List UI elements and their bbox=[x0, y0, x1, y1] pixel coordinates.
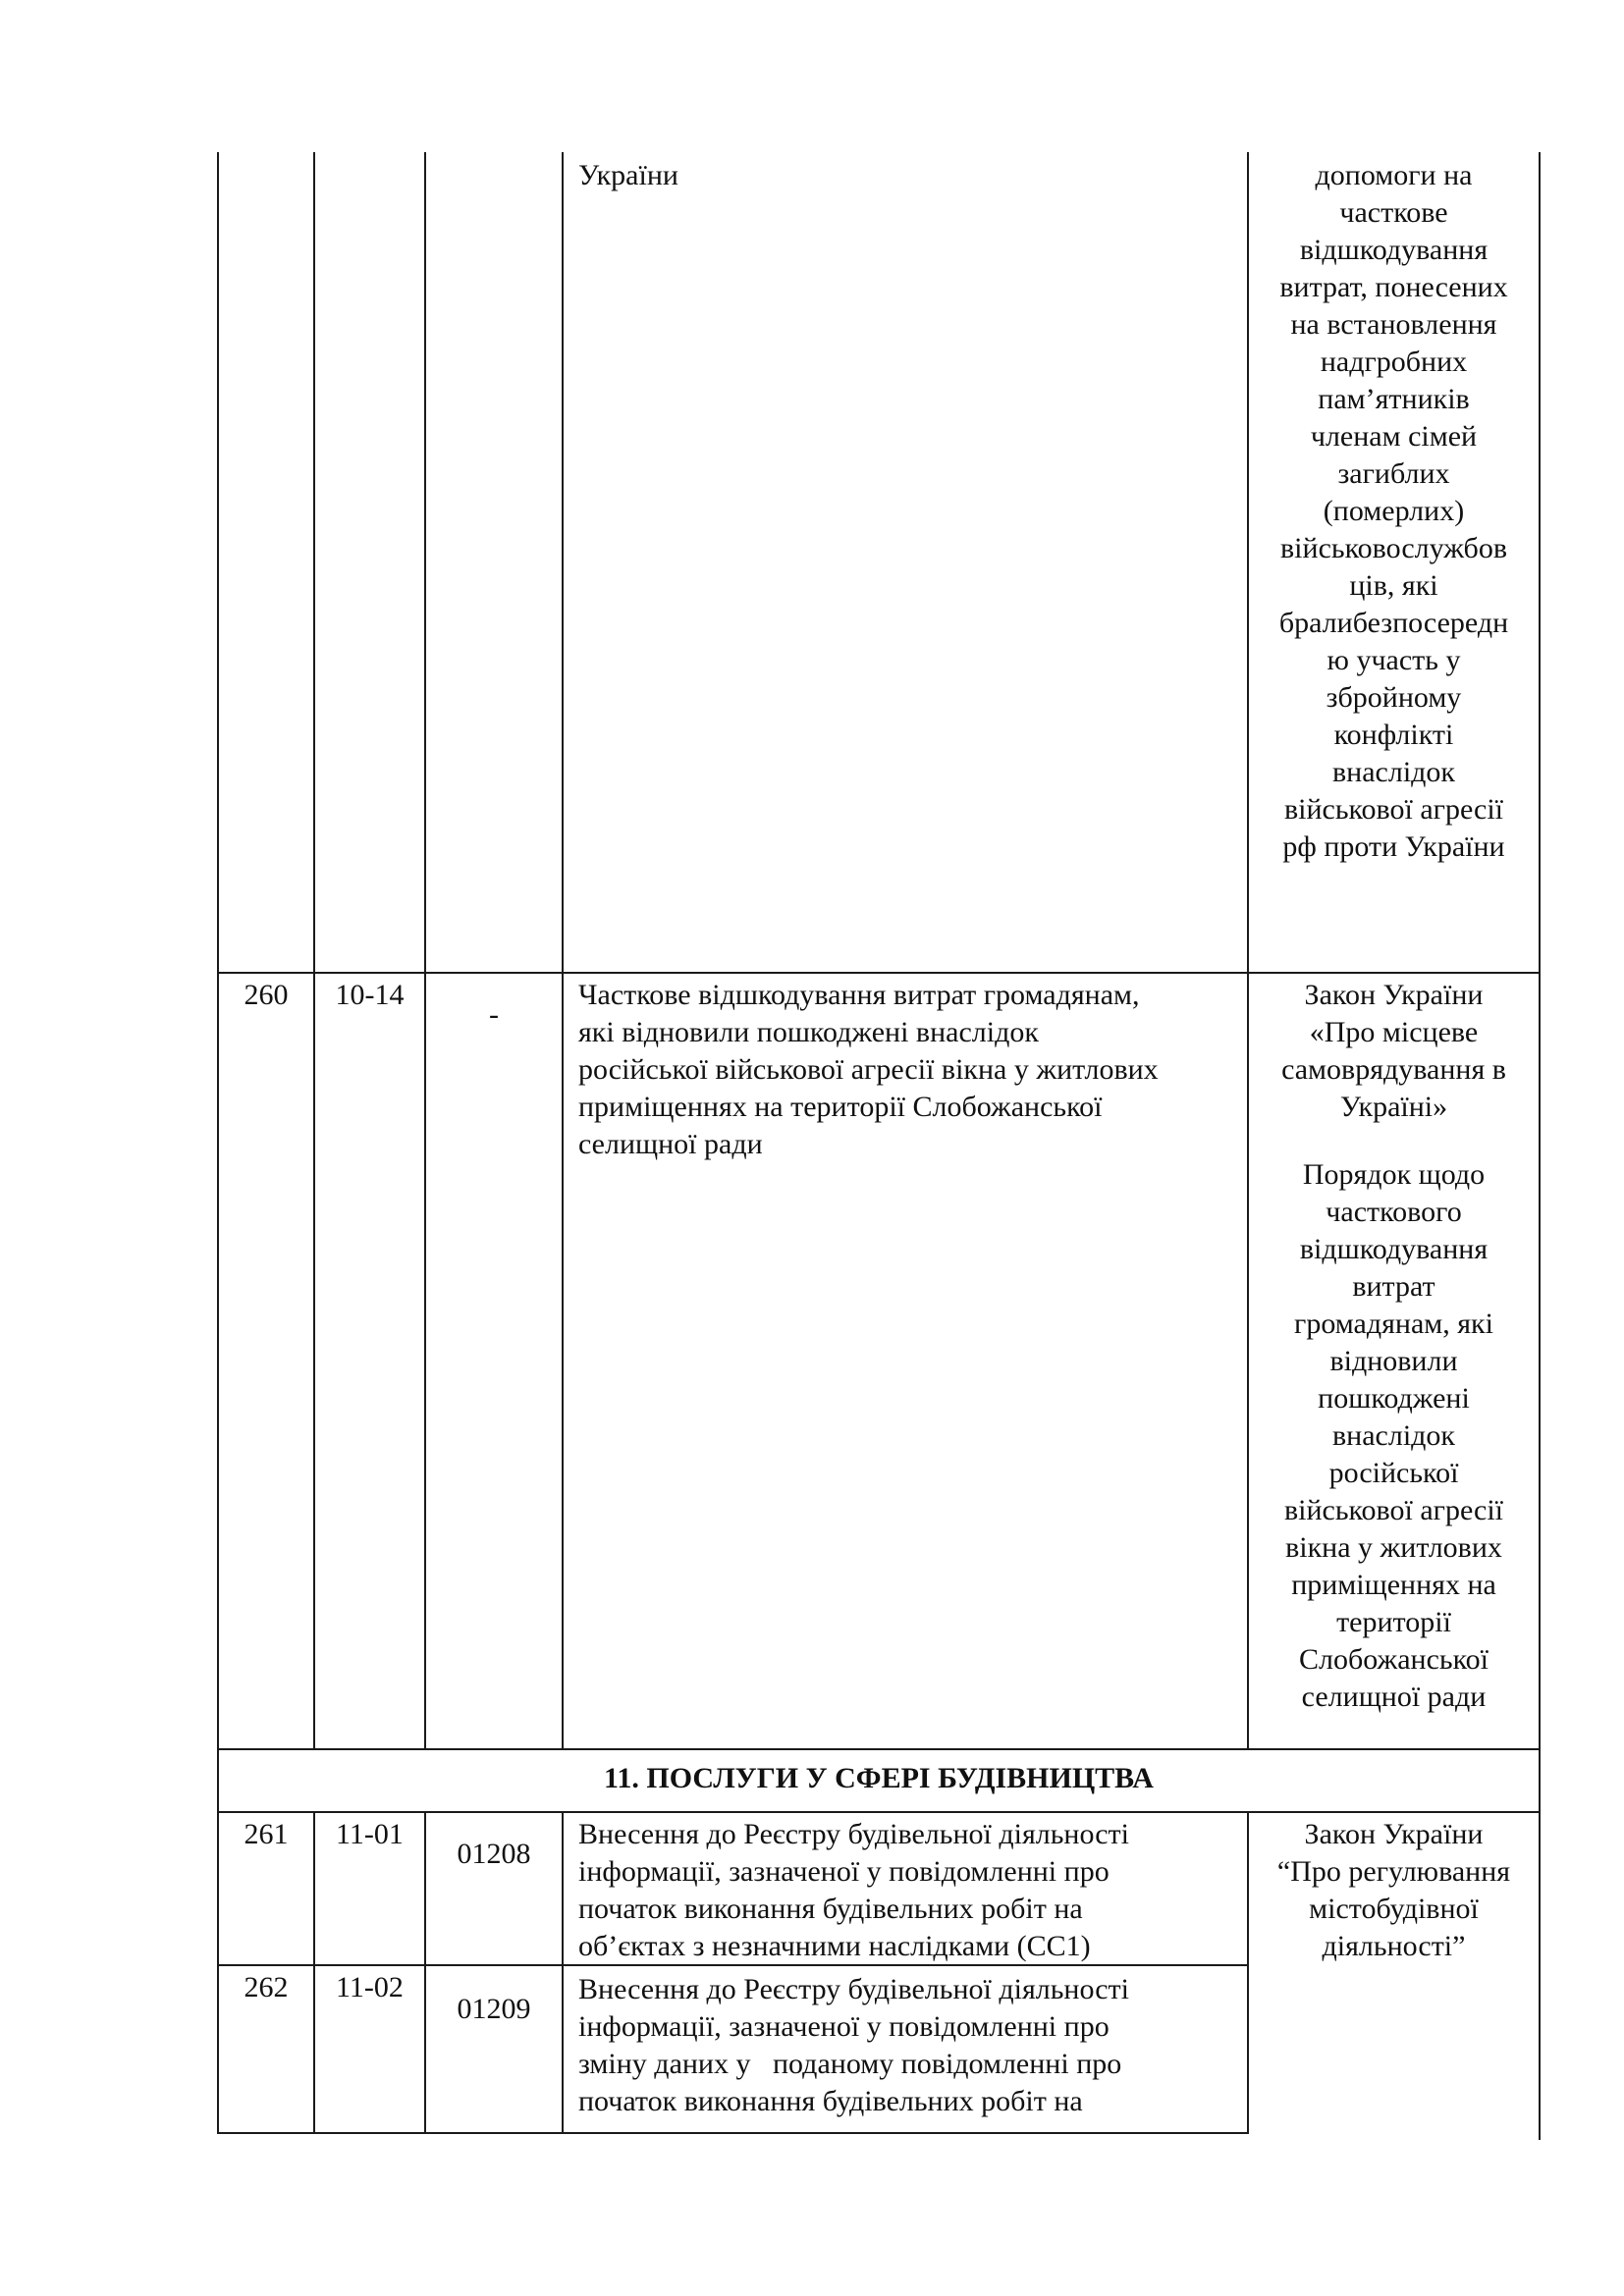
row-262-code: 11-02 bbox=[336, 1971, 404, 2003]
cont-basis-line: загиблих bbox=[1337, 457, 1450, 490]
cont-basis-line: на встановлення bbox=[1290, 308, 1497, 341]
row-260-description bbox=[578, 977, 1159, 1163]
row-262-number: 262 bbox=[244, 1971, 289, 2003]
row-260-legal-basis-law bbox=[1249, 977, 1539, 1126]
row-261-desc-line: початок виконання будівельних робіт на bbox=[578, 1893, 1083, 1925]
row-262-description bbox=[578, 1971, 1129, 2120]
row-260-procedure-line: вікна у житлових bbox=[1285, 1531, 1502, 1564]
row-260-desc-line: Часткове відшкодування витрат громадянам, bbox=[578, 979, 1140, 1011]
cont-basis-line: пам’ятників bbox=[1318, 383, 1470, 415]
table-col-divider-3 bbox=[562, 152, 564, 1752]
cont-basis-line: ців, які bbox=[1349, 569, 1438, 602]
row-262-desc-line: початок виконання будівельних робіт на bbox=[578, 2085, 1083, 2117]
cont-basis-line: надгробних bbox=[1320, 346, 1468, 378]
cont-basis-line: членам сімей bbox=[1310, 420, 1478, 453]
row-261-basis-line: “Про регулювання bbox=[1276, 1855, 1511, 1888]
cont-basis-line: внаслідок bbox=[1332, 756, 1455, 788]
row-262-desc-line: Внесення до Реєстру будівельної діяльності bbox=[578, 1973, 1129, 2005]
row-260-procedure-line: російської bbox=[1328, 1457, 1459, 1489]
row-260-procedure-line: військової агресії bbox=[1283, 1494, 1504, 1526]
row-260-procedure-line: відшкодування bbox=[1299, 1233, 1489, 1265]
row-261-code: 11-01 bbox=[336, 1818, 404, 1850]
row-261-description bbox=[578, 1816, 1129, 1965]
row-260-procedure-line: внаслідок bbox=[1332, 1419, 1455, 1452]
cont-basis-line: допомоги на bbox=[1315, 159, 1473, 191]
cont-basis-line: військовослужбов bbox=[1280, 532, 1507, 564]
row-260-basis-line: Україні» bbox=[1339, 1091, 1448, 1123]
cont-basis-line: конфлікті bbox=[1333, 719, 1454, 751]
row-260-procedure-line: громадянам, які bbox=[1294, 1308, 1493, 1340]
row-260-procedure-line: витрат bbox=[1352, 1270, 1435, 1303]
table-col-divider-1 bbox=[313, 152, 315, 1752]
row-260-procedure-line: пошкоджені bbox=[1318, 1382, 1470, 1415]
table-col-divider-3-lower bbox=[562, 1811, 564, 2134]
cont-basis-line: бралибезпосередн bbox=[1278, 607, 1509, 639]
row-260-legal-basis-procedure bbox=[1249, 1156, 1539, 1716]
row-260-procedure-line: території bbox=[1336, 1606, 1451, 1638]
row-261-basis-line: містобудівної bbox=[1309, 1893, 1479, 1925]
row-divider-section-bottom bbox=[217, 1811, 1541, 1813]
row-260-service-code: - bbox=[489, 998, 499, 1031]
cont-desc-line: України bbox=[578, 159, 678, 191]
row-260-desc-line: російської військової агресії вікна у житлових bbox=[578, 1053, 1159, 1086]
cont-basis-line: (померлих) bbox=[1323, 495, 1465, 527]
row-260-procedure-line: часткового bbox=[1326, 1196, 1462, 1228]
row-divider-260-top bbox=[217, 972, 1541, 974]
row-260-desc-line: які відновили пошкоджені внаслідок bbox=[578, 1016, 1039, 1048]
row-260-code: 10-14 bbox=[335, 979, 405, 1011]
cont-legal-basis bbox=[1249, 157, 1539, 866]
row-260-procedure-line: селищної ради bbox=[1301, 1681, 1487, 1713]
cont-basis-line: витрат, понесених bbox=[1279, 271, 1508, 303]
row-260-procedure-line: відновили bbox=[1329, 1345, 1458, 1377]
row-261-desc-line: Внесення до Реєстру будівельної діяльності bbox=[578, 1818, 1129, 1850]
table-border-left bbox=[217, 152, 219, 1643]
cont-basis-line: ю участь у bbox=[1326, 644, 1461, 676]
table-border-right bbox=[1539, 152, 1541, 2140]
row-260-procedure-line: приміщеннях на bbox=[1291, 1569, 1496, 1601]
section-heading: 11. ПОСЛУГИ У СФЕРІ БУДІВНИЦТВА bbox=[604, 1762, 1154, 1794]
row-260-basis-line: «Про місцеве bbox=[1309, 1016, 1479, 1048]
row-260-procedure-line: Слобожанської bbox=[1299, 1643, 1489, 1676]
row-260-desc-line: селищної ради bbox=[578, 1128, 763, 1160]
cont-description bbox=[578, 157, 678, 194]
row-260-desc-line: приміщеннях на території Слобожанської bbox=[578, 1091, 1103, 1123]
row-262-desc-line: зміну даних у поданому повідомленні про bbox=[578, 2048, 1122, 2080]
table-col-divider-2 bbox=[424, 152, 426, 1752]
row-261-basis-line: діяльності” bbox=[1322, 1930, 1466, 1962]
table-border-left-lower bbox=[217, 1643, 219, 2134]
cont-basis-line: військової агресії bbox=[1283, 793, 1504, 826]
cont-basis-line: часткове bbox=[1339, 196, 1448, 229]
table-border-bottom bbox=[217, 2132, 1249, 2134]
row-261-service-code: 01208 bbox=[457, 1838, 531, 1870]
row-261-basis-line: Закон України bbox=[1304, 1818, 1484, 1850]
row-260-basis-line: Закон України bbox=[1304, 979, 1484, 1011]
row-261-262-legal-basis bbox=[1249, 1816, 1539, 1965]
cont-basis-line: відшкодування bbox=[1299, 234, 1489, 266]
row-262-service-code: 01209 bbox=[457, 1993, 531, 2025]
row-260-basis-line: самоврядування в bbox=[1281, 1053, 1506, 1086]
row-261-desc-line: об’єктах з незначними наслідками (СС1) bbox=[578, 1930, 1091, 1962]
cont-basis-line: збройному bbox=[1326, 681, 1462, 714]
row-262-desc-line: інформації, зазначеної у повідомленні про bbox=[578, 2010, 1110, 2043]
row-260-procedure-line: Порядок щодо bbox=[1302, 1158, 1486, 1191]
row-260-number: 260 bbox=[244, 979, 289, 1011]
row-261-desc-line: інформації, зазначеної у повідомленні про bbox=[578, 1855, 1110, 1888]
row-261-number: 261 bbox=[244, 1818, 289, 1850]
cont-basis-line: рф проти України bbox=[1282, 830, 1505, 863]
